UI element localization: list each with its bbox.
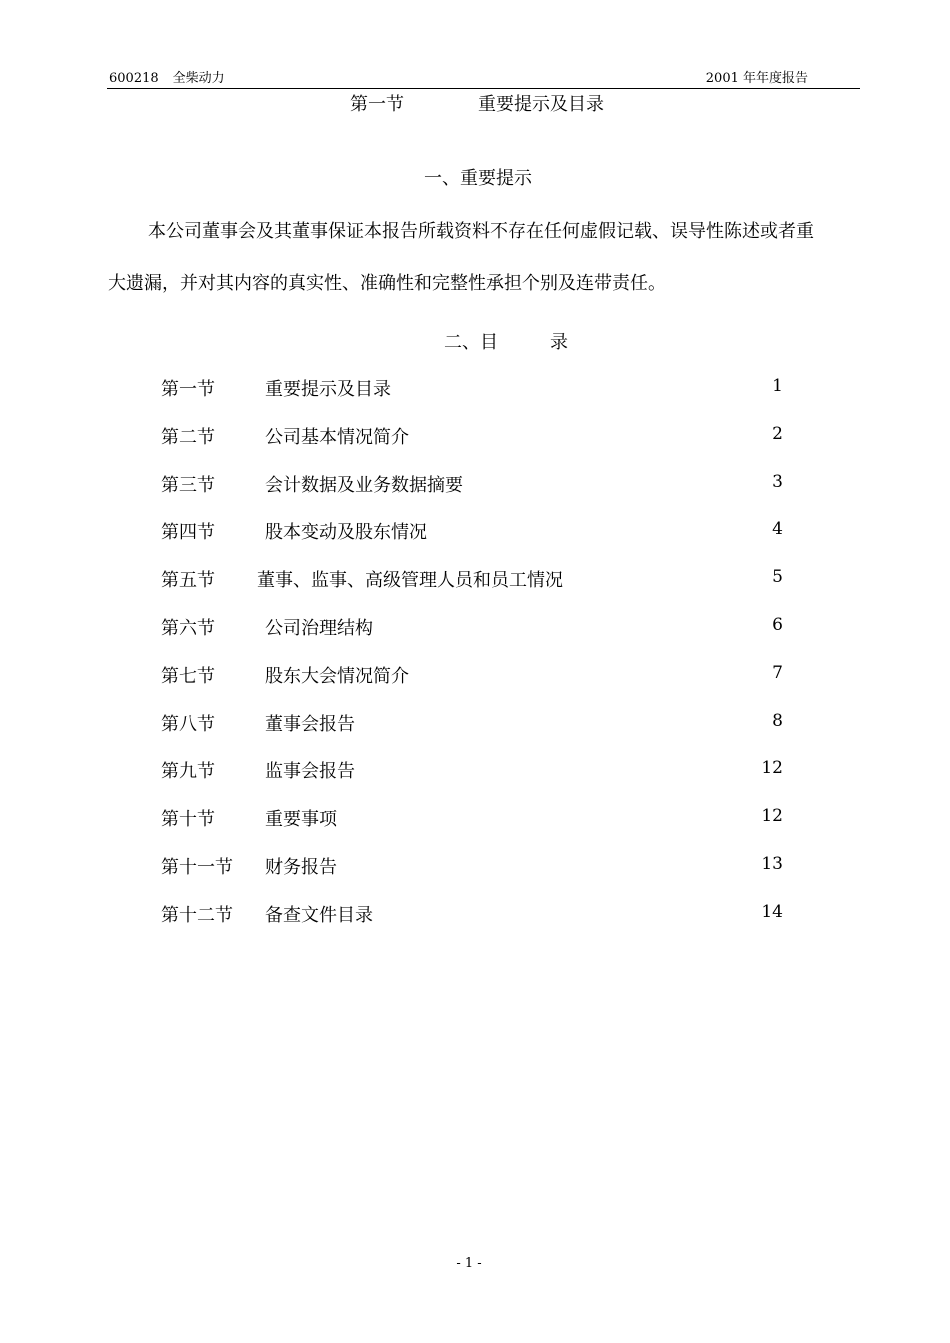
toc-title: 董事、监事、高级管理人员和员工情况 (257, 570, 563, 592)
section-name: 重要提示及目录 (478, 94, 604, 115)
toc-entry[interactable] (161, 754, 783, 802)
stock-code: 600218 (109, 71, 159, 86)
page-header (107, 66, 860, 89)
toc-title: 监事会报告 (265, 761, 355, 783)
section-number: 第一节 (350, 94, 404, 115)
page-number: - 1 - (456, 1256, 482, 1271)
toc-entry[interactable] (161, 515, 783, 563)
toc-section: 第四节 (161, 522, 215, 544)
toc-page: 8 (772, 710, 783, 731)
toc-page: 5 (772, 567, 783, 588)
toc-section: 第十二节 (161, 904, 233, 926)
notice-line-1: 本公司董事会及其董事保证本报告所载资料不存在任何虚假记载、误导性陈述或者重 (148, 221, 814, 242)
toc-entry[interactable] (161, 372, 783, 420)
header-left (109, 67, 225, 86)
toc-section: 第二节 (161, 426, 215, 448)
toc-page: 13 (761, 853, 783, 874)
toc-title: 重要事项 (265, 809, 337, 831)
section-title (350, 90, 604, 116)
toc-entry[interactable] (161, 659, 783, 707)
table-of-contents (161, 372, 783, 946)
toc-section: 第五节 (161, 570, 215, 592)
toc-section: 第九节 (161, 761, 215, 783)
toc-page: 4 (772, 519, 783, 540)
toc-title: 公司基本情况简介 (265, 426, 409, 448)
toc-title: 财务报告 (265, 856, 337, 878)
important-notice-heading: 一、重要提示 (424, 168, 532, 189)
toc-heading-b: 录 (550, 332, 568, 353)
toc-heading-a: 二、目 (444, 332, 498, 353)
toc-entry[interactable] (161, 563, 783, 611)
toc-page: 12 (761, 806, 783, 827)
toc-entry[interactable] (161, 611, 783, 659)
toc-section: 第八节 (161, 713, 215, 735)
toc-entry[interactable] (161, 802, 783, 850)
toc-section: 第十节 (161, 809, 215, 831)
toc-page: 1 (772, 376, 783, 396)
toc-section: 第六节 (161, 617, 215, 639)
toc-title: 重要提示及目录 (265, 379, 391, 400)
toc-page: 7 (772, 662, 783, 683)
toc-page: 2 (772, 423, 783, 444)
toc-heading (444, 328, 568, 354)
toc-entry[interactable] (161, 420, 783, 468)
toc-entry[interactable] (161, 850, 783, 898)
important-notice-text (108, 206, 863, 310)
toc-title: 会计数据及业务数据摘要 (265, 474, 463, 496)
company-name: 全柴动力 (172, 71, 225, 86)
report-title: 2001 年年度报告 (705, 71, 808, 86)
toc-page: 12 (761, 758, 783, 779)
toc-entry[interactable] (161, 707, 783, 755)
toc-title: 股本变动及股东情况 (265, 522, 427, 544)
toc-page: 3 (772, 471, 783, 492)
toc-entry[interactable] (161, 468, 783, 516)
toc-page: 6 (772, 614, 783, 635)
toc-title: 备查文件目录 (265, 904, 373, 926)
toc-section: 第三节 (161, 474, 215, 496)
notice-line-2: 大遗漏，并对其内容的真实性、准确性和完整性承担个别及连带责任。 (108, 273, 666, 294)
toc-entry[interactable] (161, 898, 783, 946)
toc-section: 第七节 (161, 665, 215, 687)
toc-title: 股东大会情况简介 (265, 665, 409, 687)
toc-title: 董事会报告 (265, 713, 355, 735)
toc-section: 第一节 (161, 379, 215, 400)
toc-title: 公司治理结构 (265, 617, 373, 639)
toc-page: 14 (761, 901, 783, 922)
toc-section: 第十一节 (161, 856, 233, 878)
